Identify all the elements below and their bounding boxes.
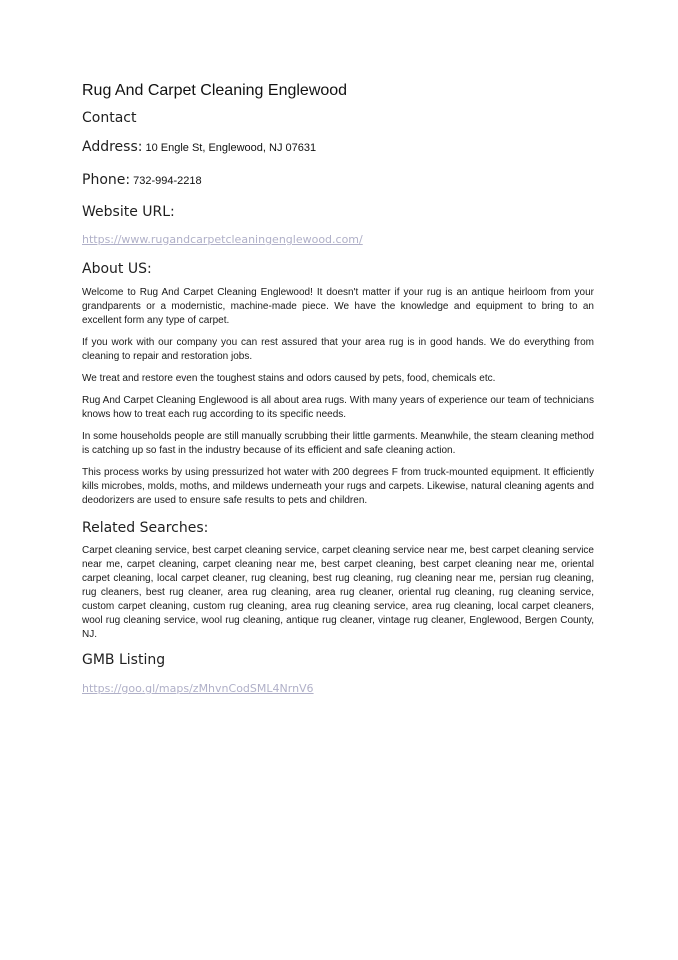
about-paragraph: If you work with our company you can rest assured that your area rug is in good hands. We do everything from cleaning to repair and restoration jobs. (82, 337, 594, 362)
gmb-link[interactable]: https://goo.gl/maps/zMhvnCodSML4NrnV6 (82, 682, 314, 695)
about-paragraph: Rug And Carpet Cleaning Englewood is all about area rugs. With many years of experience our team of technicians knows how to treat each rug according to its specific needs. (82, 395, 594, 420)
related-searches-text: Carpet cleaning service, best carpet cleaning service, carpet cleaning service near me, best carpet cleaning service near me, carpet cleaning, carpet cleaning near me, best carpet cleaning, best carpet cleaning near me, oriental carpet cleaning, local carpet cleaner, rug cleaning, best rug cleaning, rug cleaning near me, persian rug cleaning, rug cleaners, best rug cleaner, area rug cleaning, area rug cleaner, oriental rug cleaning, rug cleaning service, custom carpet cleaning, custom rug cleaning, area rug cleaning service, area rug cleaning, local carpet cleaners, wool rug cleaning service, wool rug cleaning, antique rug cleaner, vintage rug cleaner, Englewood, Bergen County, NJ. (82, 545, 594, 640)
about-paragraph: We treat and restore even the toughest stains and odors caused by pets, food, chemicals etc. (82, 373, 496, 384)
phone-label: Phone: (82, 172, 131, 188)
about-paragraph: Welcome to Rug And Carpet Cleaning Englewood! It doesn't matter if your rug is an antique heirloom from your grandparents or a modernistic, machine-made piece. We have the knowledge and equipment to bring to an excellent form any type of carpet. (82, 287, 594, 326)
about-paragraph: In some households people are still manually scrubbing their little garments. Meanwhile, the steam cleaning method is catching up so fast in the industry because of its efficient and safe cleaning action. (82, 431, 594, 456)
document-page (82, 80, 594, 697)
address-value: 10 Engle St, Englewood, NJ 07631 (145, 142, 317, 154)
address-label: Address: (82, 139, 143, 155)
gmb-listing-heading: GMB Listing (82, 652, 166, 668)
about-paragraph: This process works by using pressurized hot water with 200 degrees F from truck-mounted equipment. It efficiently kills microbes, molds, moths, and mildews underneath your rugs and carpets. Likewise, natural cleaning agents and deodorizers are used to ensure safe results to pets and children. (82, 467, 594, 506)
related-searches-heading: Related Searches: (82, 520, 209, 536)
page-title: Rug And Carpet Cleaning Englewood (82, 82, 348, 99)
phone-value: 732-994-2218 (133, 175, 202, 187)
website-link[interactable]: https://www.rugandcarpetcleaningenglewood.com/ (82, 233, 363, 246)
contact-heading: Contact (82, 110, 137, 126)
phone-line (82, 170, 594, 191)
address-line (82, 137, 594, 158)
website-heading: Website URL: (82, 204, 175, 220)
about-heading: About US: (82, 261, 152, 277)
